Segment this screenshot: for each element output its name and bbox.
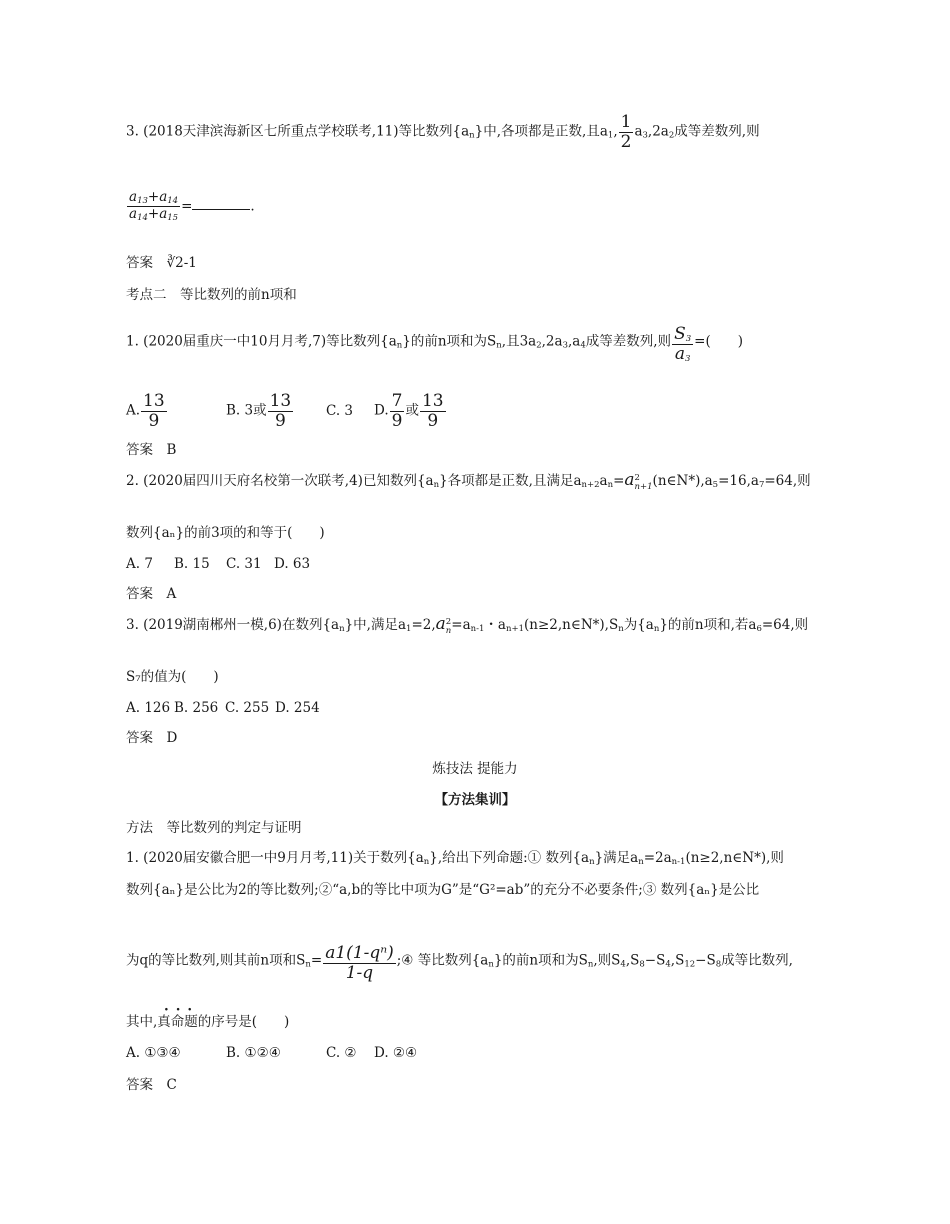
fraction-s3-a3: $\frac{S_3}{a_3}$	[674, 324, 692, 365]
method-question-1-line1: 1. (2020届安徽合肥一中9月月考,11)关于数列$\{a_n\}$,给出下列命题:① 数列$\{a_n\}$满足$a_n=2a_{n-1}(n\ge 2,n\in N*)$,则	[126, 850, 784, 867]
section-heading-2: 考点二 等比数列的前n项和	[126, 287, 297, 303]
fraction-half: $\frac{1}{2}$	[620, 112, 632, 152]
question-2: 2. (2020届四川天府名校第一次联考,4)已知数列$\{a_n\}$各项都是正数,且满足$a_{n+2}a_n=a$ 2 n+1 $(n\in N*),a_5=16,a_7=64$,则	[126, 470, 811, 492]
method-heading: 方法 等比数列的判定与证明	[126, 820, 302, 836]
method-question-1-line4: ··· 其中,真命题的序号是( )	[126, 1002, 290, 1030]
fraction-sum-formula: $\frac{\text{a1(1-qⁿ)}}{1-q}$	[325, 943, 394, 983]
question-2-options: A. 7 B. 15 C. 31 D. 63	[126, 556, 311, 572]
method-question-1-options: A. ①③④ B. ①②④ C. ② D. ②④	[126, 1045, 418, 1061]
answer-5: 答案 C	[126, 1077, 177, 1093]
answer-blank	[192, 197, 250, 210]
answer-1: 答案 ∛2-1	[126, 255, 197, 271]
question-3-2018: 3. (2018天津滨海新区七所重点学校联考,11)等比数列$\{a_n\}$中,各项都是正数,且$a_1$, $\frac{1}{2}$ $a_3,2a_2$成等差数列,则	[126, 112, 760, 152]
question-2-line2: 数列{aₙ}的前3项的和等于( )	[126, 525, 325, 541]
question-1: 1. (2020届重庆一中10月月考,7)等比数列$\{a_n\}$的前n项和为$S_n$,且$3a_2,2a_3,a_4$成等差数列,则 $\frac{S_3}{a_3}$ =( )	[126, 324, 743, 365]
fraction-a13-a14: $\frac{a_{13}+a_{14}}{a_{14}+a_{15}}$	[129, 189, 179, 224]
section-heading-techniques: 炼技法 提能力	[432, 761, 518, 777]
question-3-expression: $\frac{a_{13}+a_{14}}{a_{14}+a_{15}}$ = .	[129, 189, 255, 224]
emphasis-dots: ···	[164, 1002, 200, 1018]
answer-2: 答案 B	[126, 442, 177, 458]
answer-4: 答案 D	[126, 730, 178, 746]
method-question-1-line2: 数列{aₙ}是公比为2的等比数列;②“a,b的等比中项为G”是“G²=ab”的充分不必要条件;③ 数列{aₙ}是公比	[126, 882, 760, 898]
question-3-line2: S₇的值为( )	[126, 669, 219, 685]
question-3-options: A. 126 B. 256 C. 255 D. 254	[126, 700, 320, 716]
answer-3: 答案 A	[126, 586, 177, 602]
question-3-2019: 3. (2019湖南郴州一模,6)在数列$\{a_n\}$中,满足$a_1=2,a$ 2 n $=a_{n-1}$・$a_{n+1}(n\ge 2,n\in N*),S_n$为$\{a_n\}$的前n项和,若$a_6=64$,则	[126, 614, 809, 636]
question-1-options: A. $\frac{13}{9}$ B. 3或 $\frac{13}{9}$ C. 3 D. $\frac{7}{9}$ 或 $\frac{13}{9}$	[126, 391, 444, 431]
method-question-1-line3: 为q的等比数列,则其前n项和$S_n=$ $\frac{\text{a1(1-qⁿ)}}{1-q}$ ;④ 等比数列$\{a_n\}$的前n项和为$S_n$,则$S_4,S_8-S_4,S_{12}-S_8$成等比数列,	[126, 943, 793, 983]
section-heading-method-set: 【方法集训】	[434, 792, 516, 808]
